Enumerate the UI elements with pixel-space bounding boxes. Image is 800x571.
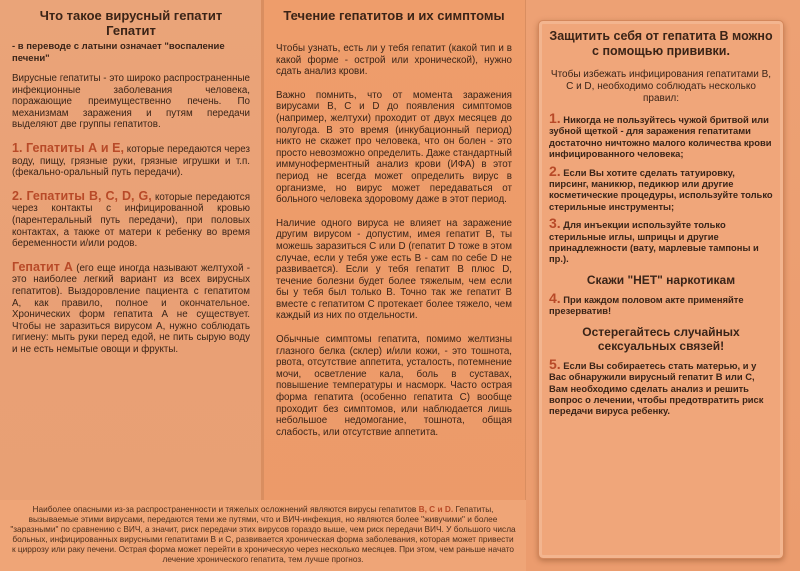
footnote xyxy=(0,500,526,571)
rule-text: Если Вы собираетесь стать матерью, и у Вас обнаружили вирусный гепатит В или С, Вам необходимо сделать анализ и решить вопрос о лечении, чтобы предотвратить риск передачи вируса ребенку. xyxy=(549,359,764,417)
rule-number: 1. xyxy=(549,110,561,126)
prevention-card xyxy=(538,20,784,559)
group2-paragraph xyxy=(12,188,250,250)
rule-text: Никогда не пользуйтесь чужой бритвой или зубной щеткой - для заражения гепатитами достаточно ничтожно малого количества крови инфицированного человека; xyxy=(549,114,772,160)
hepatitis-a-text: (его еще иногда называют желтухой - это наиболее легкий вариант из всех вирусных гепатитов). Выздоровление пациента с гепатитом А, как правило, полное и окончательное. Хронических форм гепатита А не существует. Чтобы не заразиться вирусом А, нужно соблюдать гигиену: мыть руки перед едой, не пить сырую воду и не есть немытые овощи и фрукты. xyxy=(12,262,250,355)
rule-item xyxy=(549,289,773,317)
group1-heading: 1. Гепатиты А и Е, xyxy=(12,140,124,155)
rule-item xyxy=(549,162,773,213)
footnote-text-before: Наиболее опасными из-за распространенности и тяжелых осложнений являются вирусы гепатитов xyxy=(32,504,419,514)
hepatitis-a-paragraph xyxy=(12,259,250,356)
panel2-title: Течение гепатитов и их симптомы xyxy=(283,8,505,23)
rule-number: 4. xyxy=(549,289,561,306)
rule-number: 2. xyxy=(549,162,561,179)
group2-text: которые передаются через контакты с инфицированной кровью (парентеральный путь передачи), при половых контактах, а также от матери к ребенку во время беременности и/или родов. xyxy=(12,191,250,250)
footnote-highlight: В, С и D. xyxy=(418,504,454,514)
rule-number: 5. xyxy=(549,355,561,372)
panel1-title: Что такое вирусный гепатит Гепатит xyxy=(39,8,223,38)
panel2-para-blood-test: Чтобы узнать, есть ли у тебя гепатит (какой тип и в какой форме - острой или хронической), нужно сдать анализ крови. xyxy=(276,43,512,78)
panel-course-and-symptoms xyxy=(262,0,526,571)
panel1-intro: Вирусные гепатиты - это широко распространенные инфекционные заболевания человека, поражающие преимущественно печень. По механизмам заражения и путям передачи выделяют две группы гепатитов. xyxy=(12,73,250,131)
panel3-title: Защитить себя от гепатита В можно с помощью прививки. xyxy=(549,29,773,58)
panel-prevention xyxy=(526,0,800,571)
hepatitis-a-heading: Гепатит А xyxy=(12,259,73,274)
panel3-intro: Чтобы избежать инфицирования гепатитами В, С и D, необходимо соблюдать несколько правил: xyxy=(550,69,772,104)
casual-relations-heading: Остерегайтесь случайных сексуальных связей! xyxy=(582,324,740,353)
rule-text: Для инъекции используйте только стерильные иглы, шприцы и другие принадлежности (вату, марлевые тампоны и пр.). xyxy=(549,219,759,265)
group2-heading: 2. Гепатиты В, С, D, G, xyxy=(12,188,152,203)
panel-what-is-hepatitis xyxy=(0,0,262,571)
rule-item xyxy=(549,355,773,417)
rule-text: Если Вы хотите сделать татуировку, пирсинг, маникюр, педикюр или другие косметические процедуры, используйте только стерильные инструменты; xyxy=(549,166,773,212)
fold-line xyxy=(261,0,264,571)
rule-number: 3. xyxy=(549,215,561,232)
panel1-subtitle: - в переводе с латыни означает "воспаление печени" xyxy=(12,41,225,64)
panel2-para-symptoms: Обычные симптомы гепатита, помимо желтизны глазного белка (склер) и/или кожи, - это тошнота, рвота, отсутствие аппетита, усталость, потемнение мочи, осветление кала, боль в суставах, повышение температуры и насморк. Часто острая форма гепатита (особенно гепатита С) вообще проходит без симптомов, или наблюдается лишь небольшое недомогание, тошнота, общая слабость, или отсутствие аппетита. xyxy=(276,334,512,438)
rule-item xyxy=(549,215,773,265)
group1-text: которые передаются через воду, пищу, грязные руки, грязные игрушки и т.п. (фекально-оральный путь передачи). xyxy=(12,143,250,179)
panel2-para-incubation: Важно помнить, что от момента заражения вирусами В, С и D до появления симптомов (например, желтухи) проходит от двух месяцев до полугода. В это время (инкубационный период) никто не скажет про человека, что он болен - это просто невозможно определить. Даже стандартный иммуноферментный анализ крови (ИФА) в этот период не всегда может определить вирус в организме, но вирус может передаваться от больного человека здоровому даже в этот период. xyxy=(276,89,512,206)
rule-text: При каждом половом акте применяйте презерватив! xyxy=(549,293,744,317)
group1-paragraph xyxy=(12,140,250,179)
drugs-heading: Скажи "НЕТ" наркотикам xyxy=(586,272,736,287)
panel2-para-coinfection: Наличие одного вируса не влияет на заражение другим вирусом - допустим, имея гепатит В, ты можешь заразиться С или D (гепатит D тоже в этом случае, если у тебя уже есть В - сам по себе D не развивается). Если у тебя гепатит В плюс D, течение болезни будет более тяжелым, чем если бы у тебя был только В. Точно так же гепатит В вместе с гепатитом С протекает более тяжело, чем каждый из них по отдельности. xyxy=(276,217,512,322)
rule-item xyxy=(549,110,773,160)
footnote-text-after: Гепатиты, вызываемые этими вирусами, передаются теми же путями, что и ВИЧ-инфекция, но являются более "живучими" и более "заразными" по сравнению с ВИЧ, а значит, риск передачи этих вирусов гораздо выше, чем риск передачи ВИЧ. У большого числа больных, инфицированных вирусными гепатитами В и С, развивается хроническая форма заболевания, которая может привести к циррозу или раку печени. Острая форма может перейти в хроническую через несколько месяцев. При этом, чем раньше начато лечение хронического гепатита, тем лучше прогноз. xyxy=(10,504,516,564)
